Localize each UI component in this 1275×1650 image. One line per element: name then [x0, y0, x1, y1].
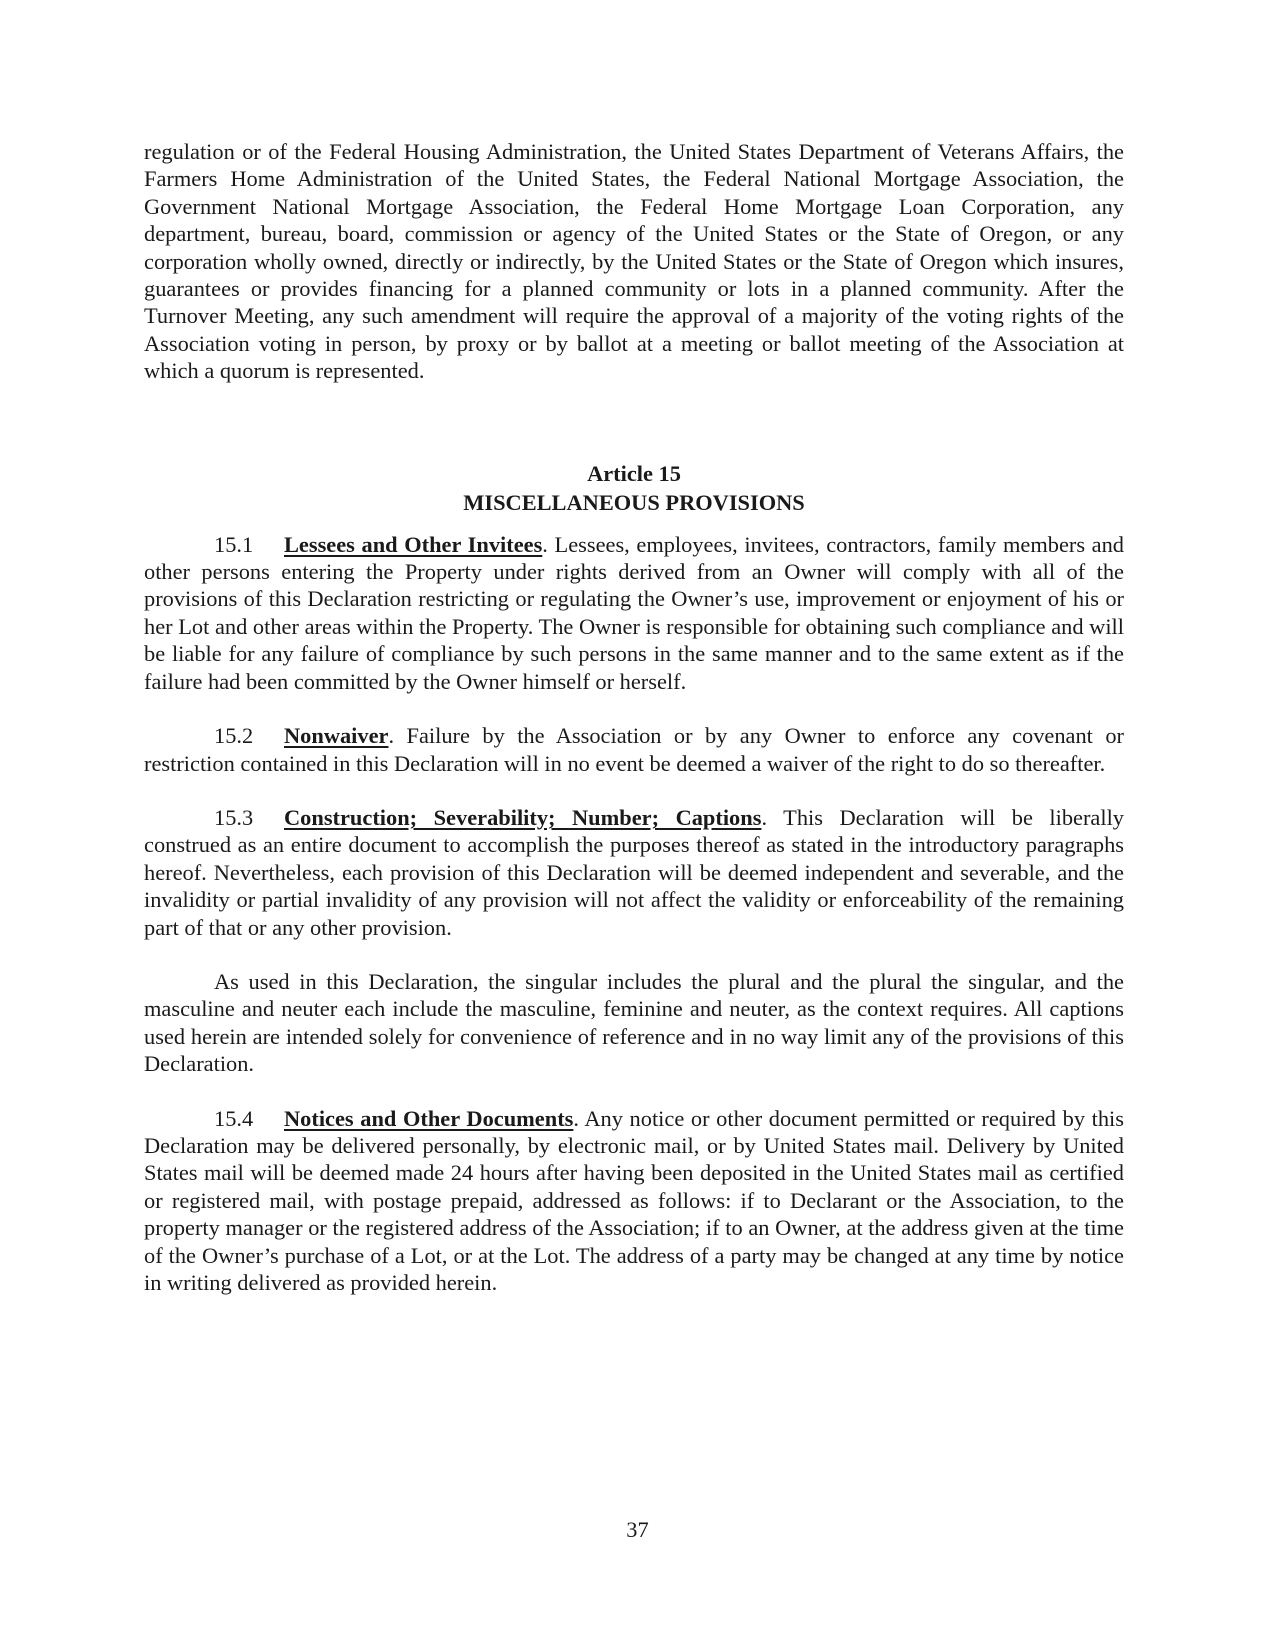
- section-caption: Notices and Other Documents: [284, 1105, 574, 1131]
- section-caption: Construction; Severability; Number; Captions: [284, 804, 762, 830]
- section-caption: Nonwaiver: [284, 723, 389, 749]
- section-text: Any notice or other document permitted or required by this Declaration may be delivered personally, by electronic mail, or by United States mail. Delivery by United States mail will be deemed made 24 hours after having been deposited in the United States mail as certified or registered mail, with postage prepaid, addressed as follows: if to Declarant or the Association, to the property manager or the registered address of the Association; if to an Owner, at the address given at the time of the Owner’s purchase of a Lot, or at the Lot. The address of a party may be changed at any time by notice in writing delivered as provided herein.: [144, 1105, 1124, 1295]
- page-body: [144, 138, 1124, 1296]
- section-15-1: [144, 531, 1124, 695]
- continued-paragraph: regulation or of the Federal Housing Administration, the United States Department of Veterans Affairs, the Farmers Home Administration of the United States, the Federal National Mortgage Association, the Government National Mortgage Association, the Federal Home Mortgage Loan Corporation, any department, bureau, board, commission or agency of the United States or the State of Oregon, or any corporation wholly owned, directly or indirectly, by the United States or the State of Oregon which insures, guarantees or provides financing for a planned community or lots in a planned community. After the Turnover Meeting, any such amendment will require the approval of a majority of the voting rights of the Association voting in person, by proxy or by ballot at a meeting or ballot meeting of the Association at which a quorum is represented.: [144, 139, 1124, 384]
- section-caption-punct: .: [573, 1105, 579, 1131]
- section-number: 15.1: [214, 531, 254, 557]
- section-number: 15.4: [214, 1105, 254, 1131]
- section-15-3-paragraph-2: As used in this Declaration, the singular includes the plural and the plural the singular, and the masculine and neuter each include the masculine, feminine and neuter, as the context requires. All captions used herein are intended solely for convenience of reference and in no way limit any of the provisions of this Declaration.: [144, 968, 1124, 1077]
- section-text: Failure by the Association or by any Owner to enforce any covenant or restriction contained in this Declaration will in no event be deemed a waiver of the right to do so thereafter.: [144, 723, 1124, 776]
- section-text: This Declaration will be liberally construed as an entire document to accomplish the purposes thereof as stated in the introductory paragraphs hereof. Nevertheless, each provision of this Declaration will be deemed independent and severable, and the invalidity or partial invalidity of any provision will not affect the validity or enforceability of the remaining part of that or any other provision.: [144, 804, 1125, 940]
- article-number: Article 15: [587, 460, 681, 486]
- section-number: 15.3: [214, 804, 254, 830]
- section-text: Lessees, employees, invitees, contractors, family members and other persons entering the Property under rights derived from an Owner will comply with all of the provisions of this Declaration restricting or regulating the Owner’s use, improvement or enjoyment of his or her Lot and other areas within the Property. The Owner is responsible for obtaining such compliance and will be liable for any failure of compliance by such persons in the same manner and to the same extent as if the failure had been committed by the Owner himself or herself.: [144, 531, 1124, 694]
- section-number: 15.2: [214, 723, 254, 749]
- section-caption: Lessees and Other Invitees: [284, 531, 543, 557]
- article-title: MISCELLANEOUS PROVISIONS: [463, 489, 805, 515]
- section-15-2: [144, 722, 1124, 777]
- section-15-3: [144, 804, 1124, 941]
- section-15-4: [144, 1105, 1124, 1297]
- section-caption-punct: .: [761, 804, 768, 830]
- article-heading: [144, 459, 1124, 517]
- section-caption-punct: .: [388, 723, 395, 749]
- section-caption-punct: .: [542, 531, 548, 557]
- page-number: 37: [626, 1517, 649, 1542]
